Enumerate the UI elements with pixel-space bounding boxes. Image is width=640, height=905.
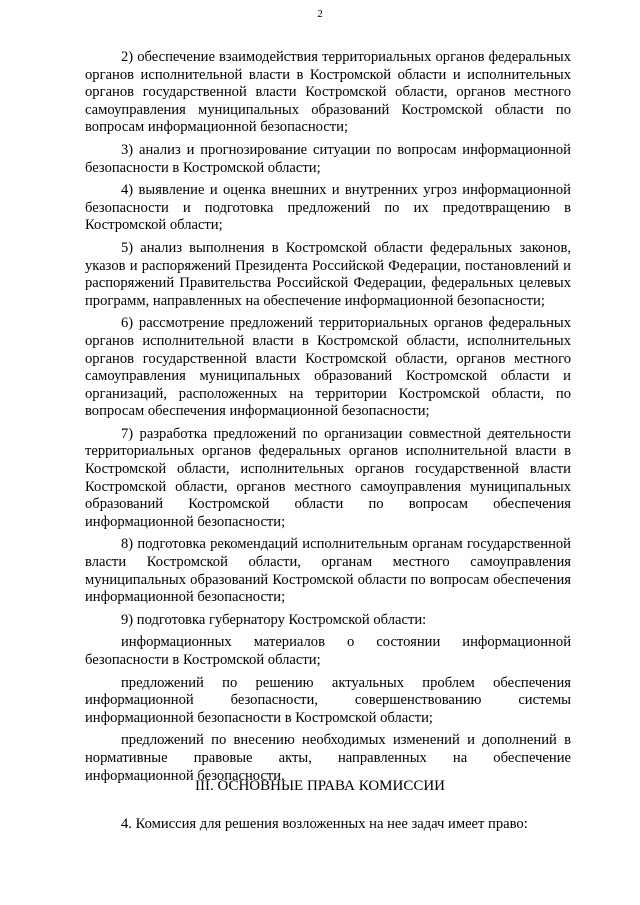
list-item: 3) анализ и прогнозирование ситуации по вопросам информационной безопасности в Костромской области; bbox=[85, 141, 571, 176]
list-item: 7) разработка предложений по организации совместной деятельности территориальных органов федеральных органов исполнительной власти в Костромской области, исполнительных органов государственной власти Костромской области, органов местного самоуправления муниципальных образований Костромской области по вопросам обеспечения информационной безопасности; bbox=[85, 425, 571, 530]
section-heading: III. ОСНОВНЫЕ ПРАВА КОМИССИИ bbox=[194, 778, 446, 794]
list-item: 4) выявление и оценка внешних и внутренних угроз информационной безопасности и подготовка предложений по их предотвращению в Костромской области; bbox=[85, 182, 571, 234]
sub-item: предложений по внесению необходимых изменений и дополнений в нормативные правовые акты, направленных на обеспечение информационной безопасности. bbox=[85, 732, 571, 784]
sub-item: информационных материалов о состоянии информационной безопасности в Костромской области; bbox=[85, 634, 571, 668]
list-item: 6) рассмотрение предложений территориальных органов федеральных органов исполнительной власти в Костромской области, исполнительных органов государственной власти Костромской области, органов местного самоуправления муниципальных образований Костромской области и организаций, расположенных на территории Костромской области, по вопросам обеспечения информационной безопасности; bbox=[85, 315, 571, 420]
body-text bbox=[85, 49, 571, 785]
list-item: 5) анализ выполнения в Костромской области федеральных законов, указов и распоряжений Президента Российской Федерации, постановлений и распоряжений Правительства Российской Федерации, федеральных целевых программ, направленных на обеспечение информационной безопасности; bbox=[85, 239, 571, 309]
list-item-lead: 9) подготовка губернатору Костромской области: bbox=[121, 611, 427, 628]
page-number: 2 bbox=[317, 8, 323, 20]
list-item: 8) подготовка рекомендаций исполнительным органам государственной власти Костромской области, органам местного самоуправления муниципальных образований Костромской области по вопросам обеспечения информационной безопасности; bbox=[85, 536, 571, 606]
sub-item: предложений по решению актуальных проблем обеспечения информационной безопасности, совершенствованию системы информационной безопасности в Костромской области; bbox=[85, 674, 571, 726]
closing-paragraph: 4. Комиссия для решения возложенных на нее задач имеет право: bbox=[121, 816, 528, 832]
list-item: 2) обеспечение взаимодействия территориальных органов федеральных органов исполнительной власти в Костромской области и исполнительных органов государственной власти Костромской области, органов местного самоуправления муниципальных образований Костромской области по вопросам информационной безопасности; bbox=[85, 49, 571, 136]
